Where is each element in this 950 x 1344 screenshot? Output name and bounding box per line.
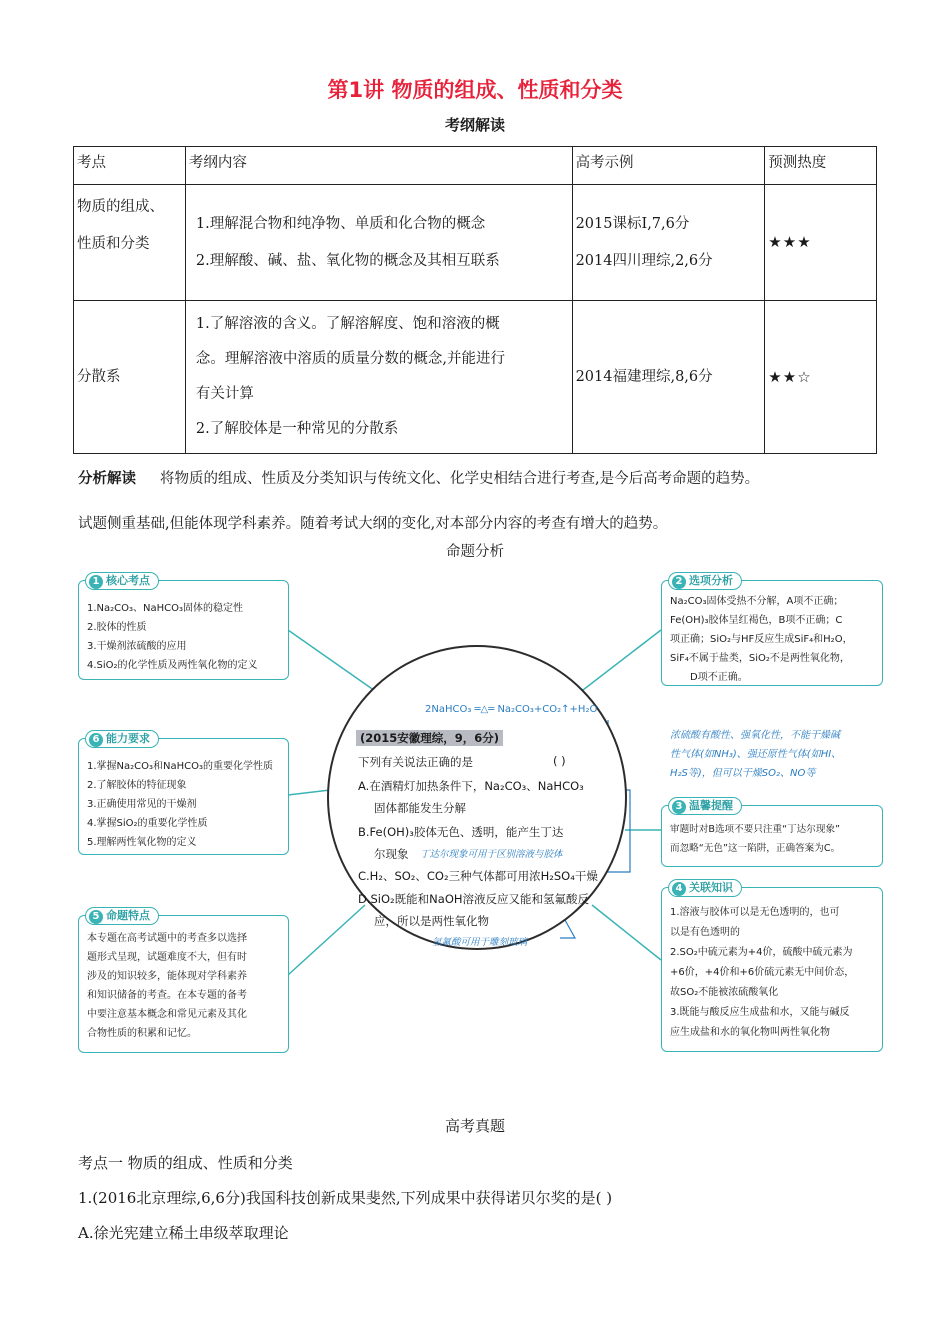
core-points-tag: 1 核心考点 — [85, 572, 159, 590]
row2-content: 1.了解溶液的含义。了解溶解度、饱和溶液的概 念。理解溶液中溶质的质量分数的概念,并能进行 有关计算 2.了解胶体是一种常见的分散系 — [185, 301, 572, 454]
outline-heading: 考纲解读 — [444, 116, 505, 134]
section-heading: 考点一 物质的组成、性质和分类 — [78, 1154, 293, 1172]
option-a-line-2: 固体都能发生分解 — [374, 801, 466, 815]
box-option-analysis: 2 选项分析 Na₂CO₃固体受热不分解，A项不正确； Fe(OH)₃胶体呈红褐色，B项不正确；C 项正确；SiO₂与HF反应生成SiF₄和H₂O， SiF₄不属于盐类，SiO₂不是两性氧化物， D项不正确。 — [661, 580, 883, 686]
analysis-line-1: 将物质的组成、性质及分类知识与传统文化、化学史相结合进行考查,是今后高考命题的趋势。 — [160, 471, 760, 487]
option-c: C.H₂、SO₂、CO₂三种气体都可用浓H₂SO₄干燥 — [358, 869, 598, 883]
question-stem: 下列有关说法正确的是 — [358, 755, 473, 769]
exam-features-tag: 5 命题特点 — [85, 907, 159, 925]
related-knowledge-tag: 4 关联知识 — [668, 879, 742, 897]
analysis-line-2: 试题侧重基础,但能体现学科素养。随着考试大纲的变化,对本部分内容的考查有增大的趋势。 — [78, 516, 668, 532]
row2-examples: 2014福建理综,8,6分 — [572, 301, 765, 454]
option-analysis-tag: 2 选项分析 — [668, 572, 742, 590]
option-b-line-2: 尔现象 — [374, 847, 409, 861]
note-tyndall: 丁达尔现象可用于区别溶液与胶体 — [420, 849, 563, 860]
question-1-option-a: A.徐光宪建立稀土串级萃取理论 — [78, 1224, 289, 1242]
row1-content: 1.理解混合物和纯净物、单质和化合物的概念 2.理解酸、碱、盐、氧化物的概念及其相互联系 — [185, 185, 572, 301]
question-source: (2015安徽理综，9，6分) — [356, 730, 503, 746]
box-core-points: 1 核心考点 1.Na₂CO₃、NaHCO₃固体的稳定性 2.胶体的性质 3.干燥剂浓硫酸的应用 4.SiO₂的化学性质及两性氧化物的定义 — [78, 580, 289, 680]
equation-note: 2NaHCO₃ ═△═ Na₂CO₃+CO₂↑+H₂O — [425, 704, 598, 715]
mindmap-title: 命题分析 — [446, 544, 504, 560]
note-hydrofluoric-acid: 氢氟酸可用于雕刻玻璃 — [432, 937, 528, 948]
row2-heat-rating: ★★☆ — [765, 301, 877, 454]
option-d-line-1: D.SiO₂既能和NaOH溶液反应又能和氢氟酸反 — [358, 892, 590, 906]
box-ability-requirements: 6 能力要求 1.掌握Na₂CO₃和NaHCO₃的重要化学性质 2.了解胶体的特征现象 3.正确使用常见的干燥剂 4.掌握SiO₂的重要化学性质 5.理解两性氧化物的定义 — [78, 738, 289, 855]
box-reminder: 3 温馨提醒 审题时对B选项不要只注重“丁达尔现象” 而忽略“无色”这一陷阱，正确答案为C。 — [661, 805, 883, 867]
option-b-line-1: B.Fe(OH)₃胶体无色、透明，能产生丁达 — [358, 825, 564, 839]
real-exam-title: 高考真题 — [444, 1117, 505, 1135]
row2-topic: 分散系 — [74, 301, 186, 454]
header-topic: 考点 — [74, 147, 186, 185]
analysis-label: 分析解读 — [78, 471, 136, 487]
header-content: 考纲内容 — [185, 147, 572, 185]
row1-examples: 2015课标Ⅰ,7,6分 2014四川理综,2,6分 — [572, 185, 765, 301]
row1-topic: 物质的组成、 性质和分类 — [74, 185, 186, 301]
box-related-knowledge: 4 关联知识 1.溶液与胶体可以是无色透明的，也可 以是有色透明的 2.SO₂中硫元素为+4价，硫酸中硫元素为 +6价，+4价和+6价硫元素无中间价态， 故SO₂不能被浓硫酸氧化 3.既能与酸反应生成盐和水，又能与碱反 应生成盐和水的氧化物叫两性氧化物 — [661, 887, 883, 1052]
header-heat: 预测热度 — [765, 147, 877, 185]
reminder-tag: 3 温馨提醒 — [668, 797, 742, 815]
question-1: 1.(2016北京理综,6,6分)我国科技创新成果斐然,下列成果中获得诺贝尔奖的是( ) — [78, 1189, 613, 1207]
option-a-line-1: A.在酒精灯加热条件下，Na₂CO₃、NaHCO₃ — [358, 779, 584, 793]
option-d-line-2: 应，所以是两性氧化物 — [374, 914, 489, 928]
header-examples: 高考示例 — [572, 147, 765, 185]
note-sulfuric-acid: 浓硫酸有酸性、强氧化性，不能干燥碱 性气体(如NH₃)、强还原性气体(如HI、 H₂S等)，但可以干燥SO₂、NO等 — [670, 730, 842, 779]
ability-requirements-tag: 6 能力要求 — [85, 730, 159, 748]
page-title: 第1讲 物质的组成、性质和分类 — [327, 78, 623, 102]
answer-paren: ( ) — [553, 754, 566, 768]
row1-heat-rating: ★★★ — [765, 185, 877, 301]
box-exam-features: 5 命题特点 本专题在高考试题中的考查多以选择 题形式呈现，试题难度不大，但有时 涉及的知识较多，能体现对学科素养 和知识储备的考查。在本专题的备考 中要注意基本概念和常见元素及其化 合物性质的积累和记忆。 — [78, 915, 289, 1053]
